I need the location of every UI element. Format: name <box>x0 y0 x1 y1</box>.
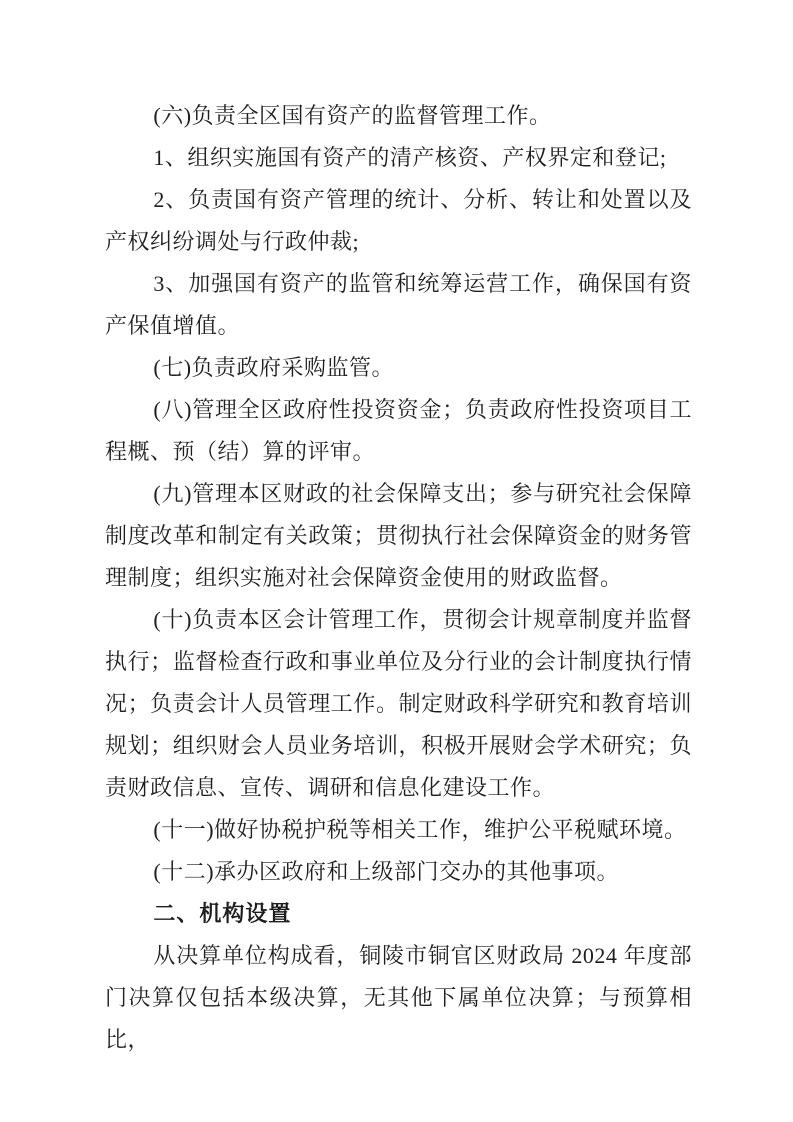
clause-10: (十)负责本区会计管理工作，贯彻会计规章制度并监督执行；监督检查行政和事业单位及分行业的会计制度执行情况；负责会计人员管理工作。制定财政科学研究和教育培训规划；组织财会人员业务培训，积极开展财会学术研究；负责财政信息、宣传、调研和信息化建设工作。 <box>105 607 692 800</box>
org-setup-intro: 从决算单位构成看，铜陵市铜官区财政局 2024 年度部门决算仅包括本级决算，无其他下属单位决算；与预算相比， <box>105 943 692 1052</box>
clause-6: (六)负责全区国有资产的监督管理工作。 <box>153 103 552 128</box>
clause-11: (十一)做好协税护税等相关工作，维护公平税赋环境。 <box>153 817 687 842</box>
clause-9: (九)管理本区财政的社会保障支出；参与研究社会保障制度改革和制定有关政策；贯彻执行社会保障资金的财务管理制度；组织实施对社会保障资金使用的财政监督。 <box>105 481 692 590</box>
clause-6-item-2: 2、负责国有资产管理的统计、分析、转让和处置以及产权纠纷调处与行政仲裁; <box>105 187 692 254</box>
clause-7: (七)负责政府采购监管。 <box>153 355 395 380</box>
clause-12: (十二)承办区政府和上级部门交办的其他事项。 <box>153 859 620 884</box>
clause-6-item-3: 3、加强国有资产的监管和统筹运营工作，确保国有资产保值增值。 <box>105 271 692 338</box>
clause-8: (八)管理全区政府性投资资金；负责政府性投资项目工程概、预（结）算的评审。 <box>105 397 692 464</box>
section-heading-org-setup: 二、机构设置 <box>153 901 292 926</box>
document-body <box>105 95 692 1061</box>
clause-6-item-1: 1、组织实施国有资产的清产核资、产权界定和登记; <box>153 145 667 170</box>
